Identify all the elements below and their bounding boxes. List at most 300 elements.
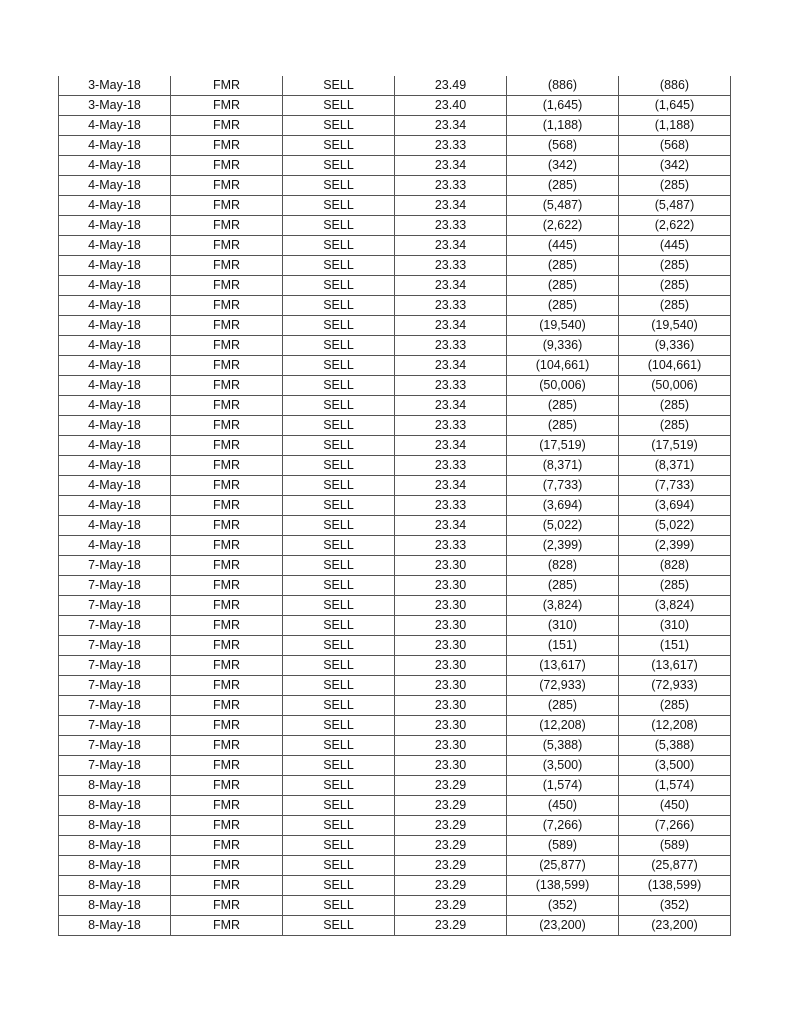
transaction-type-cell: SELL xyxy=(283,756,395,776)
date-cell: 4-May-18 xyxy=(59,476,171,496)
transaction-type-cell: SELL xyxy=(283,176,395,196)
price-cell: 23.30 xyxy=(395,756,507,776)
price-cell: 23.30 xyxy=(395,596,507,616)
price-cell: 23.33 xyxy=(395,416,507,436)
transaction-type-cell: SELL xyxy=(283,676,395,696)
quantity-cell: (285) xyxy=(507,416,619,436)
entity-cell: FMR xyxy=(171,416,283,436)
entity-cell: FMR xyxy=(171,556,283,576)
quantity-cell: (5,487) xyxy=(507,196,619,216)
quantity-cell: (7,266) xyxy=(507,816,619,836)
quantity-total-cell: (285) xyxy=(619,396,731,416)
date-cell: 4-May-18 xyxy=(59,536,171,556)
quantity-total-cell: (25,877) xyxy=(619,856,731,876)
quantity-total-cell: (1,188) xyxy=(619,116,731,136)
entity-cell: FMR xyxy=(171,796,283,816)
table-row xyxy=(59,176,731,196)
date-cell: 4-May-18 xyxy=(59,136,171,156)
date-cell: 7-May-18 xyxy=(59,596,171,616)
table-row xyxy=(59,796,731,816)
date-cell: 4-May-18 xyxy=(59,416,171,436)
table-row xyxy=(59,716,731,736)
quantity-cell: (1,645) xyxy=(507,96,619,116)
transaction-type-cell: SELL xyxy=(283,516,395,536)
transaction-type-cell: SELL xyxy=(283,96,395,116)
date-cell: 8-May-18 xyxy=(59,856,171,876)
table-row xyxy=(59,756,731,776)
entity-cell: FMR xyxy=(171,696,283,716)
table-row xyxy=(59,236,731,256)
transaction-type-cell: SELL xyxy=(283,656,395,676)
price-cell: 23.30 xyxy=(395,616,507,636)
table-row xyxy=(59,156,731,176)
entity-cell: FMR xyxy=(171,896,283,916)
price-cell: 23.34 xyxy=(395,516,507,536)
date-cell: 4-May-18 xyxy=(59,116,171,136)
price-cell: 23.34 xyxy=(395,276,507,296)
table-row xyxy=(59,696,731,716)
transaction-type-cell: SELL xyxy=(283,836,395,856)
transaction-type-cell: SELL xyxy=(283,476,395,496)
transaction-type-cell: SELL xyxy=(283,236,395,256)
date-cell: 4-May-18 xyxy=(59,236,171,256)
price-cell: 23.34 xyxy=(395,396,507,416)
quantity-cell: (285) xyxy=(507,276,619,296)
quantity-cell: (285) xyxy=(507,396,619,416)
table-row xyxy=(59,896,731,916)
quantity-total-cell: (445) xyxy=(619,236,731,256)
entity-cell: FMR xyxy=(171,576,283,596)
entity-cell: FMR xyxy=(171,476,283,496)
quantity-total-cell: (3,824) xyxy=(619,596,731,616)
quantity-total-cell: (13,617) xyxy=(619,656,731,676)
entity-cell: FMR xyxy=(171,216,283,236)
date-cell: 7-May-18 xyxy=(59,716,171,736)
entity-cell: FMR xyxy=(171,396,283,416)
quantity-cell: (285) xyxy=(507,176,619,196)
quantity-total-cell: (342) xyxy=(619,156,731,176)
date-cell: 7-May-18 xyxy=(59,616,171,636)
date-cell: 4-May-18 xyxy=(59,456,171,476)
table-row xyxy=(59,636,731,656)
entity-cell: FMR xyxy=(171,516,283,536)
quantity-total-cell: (104,661) xyxy=(619,356,731,376)
transaction-type-cell: SELL xyxy=(283,416,395,436)
quantity-cell: (104,661) xyxy=(507,356,619,376)
quantity-cell: (828) xyxy=(507,556,619,576)
price-cell: 23.33 xyxy=(395,176,507,196)
quantity-cell: (2,399) xyxy=(507,536,619,556)
date-cell: 4-May-18 xyxy=(59,216,171,236)
price-cell: 23.29 xyxy=(395,776,507,796)
date-cell: 8-May-18 xyxy=(59,896,171,916)
quantity-total-cell: (72,933) xyxy=(619,676,731,696)
quantity-total-cell: (285) xyxy=(619,256,731,276)
transaction-type-cell: SELL xyxy=(283,696,395,716)
quantity-cell: (72,933) xyxy=(507,676,619,696)
price-cell: 23.30 xyxy=(395,556,507,576)
date-cell: 4-May-18 xyxy=(59,496,171,516)
quantity-cell: (13,617) xyxy=(507,656,619,676)
date-cell: 4-May-18 xyxy=(59,356,171,376)
table-row xyxy=(59,776,731,796)
transaction-type-cell: SELL xyxy=(283,216,395,236)
table-row xyxy=(59,456,731,476)
table-row xyxy=(59,376,731,396)
price-cell: 23.34 xyxy=(395,196,507,216)
price-cell: 23.29 xyxy=(395,796,507,816)
price-cell: 23.29 xyxy=(395,836,507,856)
table-row xyxy=(59,576,731,596)
entity-cell: FMR xyxy=(171,156,283,176)
date-cell: 8-May-18 xyxy=(59,836,171,856)
date-cell: 4-May-18 xyxy=(59,196,171,216)
date-cell: 8-May-18 xyxy=(59,796,171,816)
quantity-total-cell: (1,574) xyxy=(619,776,731,796)
entity-cell: FMR xyxy=(171,856,283,876)
price-cell: 23.49 xyxy=(395,76,507,96)
quantity-cell: (23,200) xyxy=(507,916,619,936)
quantity-total-cell: (8,371) xyxy=(619,456,731,476)
quantity-cell: (12,208) xyxy=(507,716,619,736)
price-cell: 23.33 xyxy=(395,376,507,396)
quantity-total-cell: (5,022) xyxy=(619,516,731,536)
date-cell: 4-May-18 xyxy=(59,276,171,296)
quantity-cell: (352) xyxy=(507,896,619,916)
entity-cell: FMR xyxy=(171,636,283,656)
entity-cell: FMR xyxy=(171,496,283,516)
entity-cell: FMR xyxy=(171,136,283,156)
transaction-type-cell: SELL xyxy=(283,576,395,596)
transaction-type-cell: SELL xyxy=(283,396,395,416)
quantity-total-cell: (3,500) xyxy=(619,756,731,776)
quantity-total-cell: (5,487) xyxy=(619,196,731,216)
table-row xyxy=(59,136,731,156)
date-cell: 3-May-18 xyxy=(59,76,171,96)
quantity-total-cell: (568) xyxy=(619,136,731,156)
entity-cell: FMR xyxy=(171,376,283,396)
date-cell: 4-May-18 xyxy=(59,256,171,276)
transaction-type-cell: SELL xyxy=(283,876,395,896)
transaction-type-cell: SELL xyxy=(283,296,395,316)
table-row xyxy=(59,596,731,616)
transaction-type-cell: SELL xyxy=(283,916,395,936)
table-row xyxy=(59,676,731,696)
quantity-total-cell: (3,694) xyxy=(619,496,731,516)
price-cell: 23.30 xyxy=(395,736,507,756)
quantity-cell: (285) xyxy=(507,296,619,316)
price-cell: 23.30 xyxy=(395,676,507,696)
price-cell: 23.34 xyxy=(395,316,507,336)
table-row xyxy=(59,556,731,576)
transaction-type-cell: SELL xyxy=(283,76,395,96)
table-row xyxy=(59,476,731,496)
table-row xyxy=(59,876,731,896)
price-cell: 23.29 xyxy=(395,916,507,936)
price-cell: 23.33 xyxy=(395,536,507,556)
quantity-cell: (886) xyxy=(507,76,619,96)
table-row xyxy=(59,336,731,356)
price-cell: 23.30 xyxy=(395,716,507,736)
price-cell: 23.33 xyxy=(395,296,507,316)
quantity-total-cell: (5,388) xyxy=(619,736,731,756)
table-row xyxy=(59,76,731,96)
transactions-table-body xyxy=(59,76,731,936)
quantity-cell: (445) xyxy=(507,236,619,256)
price-cell: 23.33 xyxy=(395,456,507,476)
transaction-type-cell: SELL xyxy=(283,896,395,916)
transaction-type-cell: SELL xyxy=(283,196,395,216)
quantity-total-cell: (828) xyxy=(619,556,731,576)
transaction-type-cell: SELL xyxy=(283,856,395,876)
transaction-type-cell: SELL xyxy=(283,536,395,556)
quantity-total-cell: (285) xyxy=(619,296,731,316)
date-cell: 7-May-18 xyxy=(59,636,171,656)
price-cell: 23.33 xyxy=(395,136,507,156)
entity-cell: FMR xyxy=(171,876,283,896)
entity-cell: FMR xyxy=(171,916,283,936)
quantity-total-cell: (17,519) xyxy=(619,436,731,456)
quantity-cell: (3,824) xyxy=(507,596,619,616)
transaction-type-cell: SELL xyxy=(283,256,395,276)
price-cell: 23.34 xyxy=(395,156,507,176)
date-cell: 4-May-18 xyxy=(59,316,171,336)
quantity-total-cell: (2,399) xyxy=(619,536,731,556)
transaction-type-cell: SELL xyxy=(283,736,395,756)
entity-cell: FMR xyxy=(171,736,283,756)
quantity-total-cell: (352) xyxy=(619,896,731,916)
entity-cell: FMR xyxy=(171,116,283,136)
date-cell: 7-May-18 xyxy=(59,576,171,596)
quantity-cell: (3,694) xyxy=(507,496,619,516)
transaction-type-cell: SELL xyxy=(283,136,395,156)
transaction-type-cell: SELL xyxy=(283,776,395,796)
quantity-cell: (5,388) xyxy=(507,736,619,756)
quantity-cell: (285) xyxy=(507,576,619,596)
date-cell: 8-May-18 xyxy=(59,916,171,936)
transaction-type-cell: SELL xyxy=(283,436,395,456)
quantity-total-cell: (12,208) xyxy=(619,716,731,736)
date-cell: 3-May-18 xyxy=(59,96,171,116)
table-row xyxy=(59,536,731,556)
date-cell: 4-May-18 xyxy=(59,296,171,316)
entity-cell: FMR xyxy=(171,816,283,836)
date-cell: 4-May-18 xyxy=(59,436,171,456)
quantity-cell: (5,022) xyxy=(507,516,619,536)
entity-cell: FMR xyxy=(171,536,283,556)
price-cell: 23.29 xyxy=(395,896,507,916)
quantity-cell: (3,500) xyxy=(507,756,619,776)
entity-cell: FMR xyxy=(171,616,283,636)
date-cell: 7-May-18 xyxy=(59,756,171,776)
quantity-cell: (1,188) xyxy=(507,116,619,136)
transaction-type-cell: SELL xyxy=(283,496,395,516)
entity-cell: FMR xyxy=(171,436,283,456)
transaction-type-cell: SELL xyxy=(283,616,395,636)
table-row xyxy=(59,856,731,876)
quantity-cell: (8,371) xyxy=(507,456,619,476)
entity-cell: FMR xyxy=(171,276,283,296)
transaction-type-cell: SELL xyxy=(283,716,395,736)
quantity-total-cell: (285) xyxy=(619,176,731,196)
quantity-cell: (285) xyxy=(507,256,619,276)
table-row xyxy=(59,396,731,416)
entity-cell: FMR xyxy=(171,836,283,856)
table-row xyxy=(59,436,731,456)
table-row xyxy=(59,656,731,676)
price-cell: 23.30 xyxy=(395,636,507,656)
date-cell: 4-May-18 xyxy=(59,176,171,196)
price-cell: 23.30 xyxy=(395,656,507,676)
entity-cell: FMR xyxy=(171,296,283,316)
table-row xyxy=(59,276,731,296)
table-row xyxy=(59,96,731,116)
date-cell: 4-May-18 xyxy=(59,156,171,176)
quantity-cell: (151) xyxy=(507,636,619,656)
entity-cell: FMR xyxy=(171,336,283,356)
transaction-type-cell: SELL xyxy=(283,316,395,336)
quantity-cell: (450) xyxy=(507,796,619,816)
date-cell: 8-May-18 xyxy=(59,776,171,796)
date-cell: 8-May-18 xyxy=(59,816,171,836)
table-row xyxy=(59,216,731,236)
table-row xyxy=(59,116,731,136)
transaction-type-cell: SELL xyxy=(283,116,395,136)
price-cell: 23.30 xyxy=(395,576,507,596)
quantity-total-cell: (450) xyxy=(619,796,731,816)
date-cell: 7-May-18 xyxy=(59,736,171,756)
date-cell: 7-May-18 xyxy=(59,676,171,696)
quantity-total-cell: (7,266) xyxy=(619,816,731,836)
price-cell: 23.33 xyxy=(395,216,507,236)
transaction-type-cell: SELL xyxy=(283,336,395,356)
transaction-type-cell: SELL xyxy=(283,796,395,816)
quantity-cell: (1,574) xyxy=(507,776,619,796)
table-row xyxy=(59,836,731,856)
quantity-total-cell: (285) xyxy=(619,276,731,296)
price-cell: 23.34 xyxy=(395,116,507,136)
entity-cell: FMR xyxy=(171,356,283,376)
table-row xyxy=(59,496,731,516)
price-cell: 23.33 xyxy=(395,256,507,276)
quantity-cell: (25,877) xyxy=(507,856,619,876)
date-cell: 4-May-18 xyxy=(59,516,171,536)
quantity-total-cell: (310) xyxy=(619,616,731,636)
date-cell: 7-May-18 xyxy=(59,696,171,716)
price-cell: 23.34 xyxy=(395,236,507,256)
transactions-table xyxy=(58,76,731,936)
entity-cell: FMR xyxy=(171,716,283,736)
price-cell: 23.29 xyxy=(395,876,507,896)
quantity-cell: (138,599) xyxy=(507,876,619,896)
quantity-total-cell: (1,645) xyxy=(619,96,731,116)
entity-cell: FMR xyxy=(171,596,283,616)
date-cell: 8-May-18 xyxy=(59,876,171,896)
entity-cell: FMR xyxy=(171,456,283,476)
quantity-total-cell: (23,200) xyxy=(619,916,731,936)
transaction-type-cell: SELL xyxy=(283,816,395,836)
entity-cell: FMR xyxy=(171,76,283,96)
table-row xyxy=(59,736,731,756)
price-cell: 23.34 xyxy=(395,436,507,456)
table-row xyxy=(59,356,731,376)
table-row xyxy=(59,256,731,276)
table-row xyxy=(59,416,731,436)
table-row xyxy=(59,816,731,836)
price-cell: 23.30 xyxy=(395,696,507,716)
entity-cell: FMR xyxy=(171,676,283,696)
table-row xyxy=(59,616,731,636)
quantity-cell: (310) xyxy=(507,616,619,636)
entity-cell: FMR xyxy=(171,196,283,216)
price-cell: 23.33 xyxy=(395,336,507,356)
quantity-cell: (17,519) xyxy=(507,436,619,456)
entity-cell: FMR xyxy=(171,256,283,276)
quantity-cell: (2,622) xyxy=(507,216,619,236)
transaction-type-cell: SELL xyxy=(283,156,395,176)
quantity-total-cell: (7,733) xyxy=(619,476,731,496)
entity-cell: FMR xyxy=(171,776,283,796)
quantity-total-cell: (19,540) xyxy=(619,316,731,336)
transaction-type-cell: SELL xyxy=(283,596,395,616)
entity-cell: FMR xyxy=(171,756,283,776)
quantity-cell: (285) xyxy=(507,696,619,716)
quantity-cell: (342) xyxy=(507,156,619,176)
quantity-total-cell: (138,599) xyxy=(619,876,731,896)
transaction-type-cell: SELL xyxy=(283,636,395,656)
entity-cell: FMR xyxy=(171,236,283,256)
quantity-total-cell: (2,622) xyxy=(619,216,731,236)
quantity-total-cell: (285) xyxy=(619,696,731,716)
price-cell: 23.29 xyxy=(395,816,507,836)
table-row xyxy=(59,196,731,216)
date-cell: 4-May-18 xyxy=(59,376,171,396)
quantity-cell: (9,336) xyxy=(507,336,619,356)
table-row xyxy=(59,516,731,536)
table-row xyxy=(59,916,731,936)
date-cell: 7-May-18 xyxy=(59,656,171,676)
date-cell: 4-May-18 xyxy=(59,396,171,416)
table-row xyxy=(59,316,731,336)
date-cell: 7-May-18 xyxy=(59,556,171,576)
quantity-total-cell: (9,336) xyxy=(619,336,731,356)
quantity-total-cell: (589) xyxy=(619,836,731,856)
price-cell: 23.33 xyxy=(395,496,507,516)
quantity-total-cell: (151) xyxy=(619,636,731,656)
transaction-type-cell: SELL xyxy=(283,456,395,476)
quantity-total-cell: (285) xyxy=(619,416,731,436)
quantity-total-cell: (285) xyxy=(619,576,731,596)
date-cell: 4-May-18 xyxy=(59,336,171,356)
quantity-cell: (568) xyxy=(507,136,619,156)
price-cell: 23.34 xyxy=(395,356,507,376)
transaction-type-cell: SELL xyxy=(283,276,395,296)
quantity-cell: (19,540) xyxy=(507,316,619,336)
table-row xyxy=(59,296,731,316)
quantity-cell: (7,733) xyxy=(507,476,619,496)
entity-cell: FMR xyxy=(171,316,283,336)
quantity-total-cell: (50,006) xyxy=(619,376,731,396)
quantity-total-cell: (886) xyxy=(619,76,731,96)
entity-cell: FMR xyxy=(171,656,283,676)
price-cell: 23.29 xyxy=(395,856,507,876)
quantity-cell: (589) xyxy=(507,836,619,856)
transaction-type-cell: SELL xyxy=(283,356,395,376)
price-cell: 23.34 xyxy=(395,476,507,496)
entity-cell: FMR xyxy=(171,96,283,116)
price-cell: 23.40 xyxy=(395,96,507,116)
quantity-cell: (50,006) xyxy=(507,376,619,396)
